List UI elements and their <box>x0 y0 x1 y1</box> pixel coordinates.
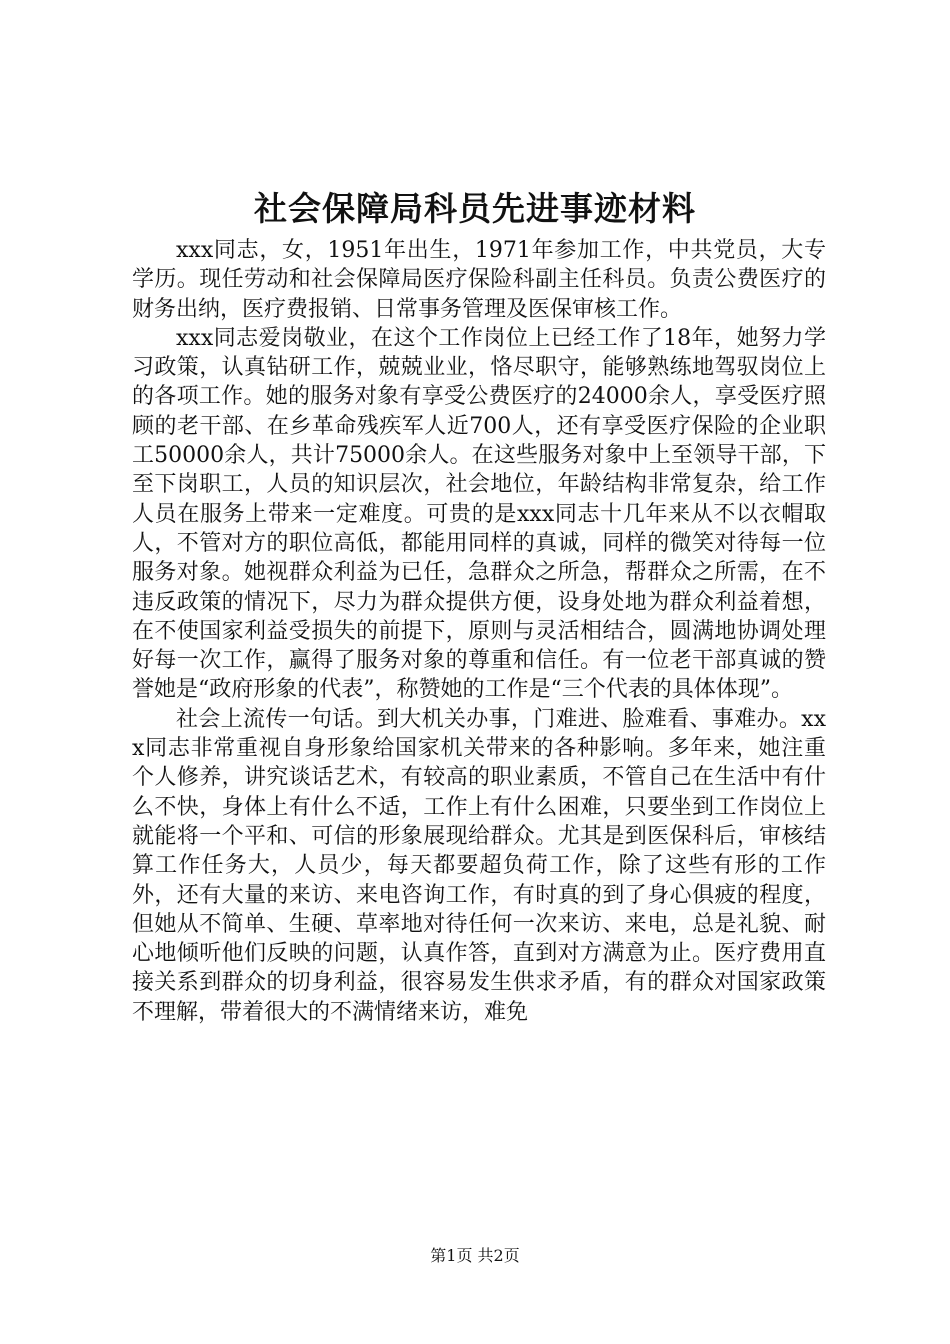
paragraph-1: xxx同志，女，1951年出生，1971年参加工作，中共党员，大专学历。现任劳动和社会保障局医疗保险科副主任科员。负责公费医疗的财务出纳，医疗费报销、日常事务管理及医保审核工作。 <box>132 238 826 322</box>
paragraph-2: xxx同志爱岗敬业，在这个工作岗位上已经工作了18年，她努力学习政策，认真钻研工作，兢兢业业，恪尽职守，能够熟练地驾驭岗位上的各项工作。她的服务对象有享受公费医疗的24000余人，享受医疗照顾的老干部、在乡革命残疾军人近700人，还有享受医疗保险的企业职工50000余人，共计75000余人。在这些服务对象中上至领导干部，下至下岗职工，人员的知识层次，社会地位，年龄结构非常复杂，给工作人员在服务上带来一定难度。可贵的是xxx同志十几年来从不以衣帽取人，不管对方的职位高低，都能用同样的真诚，同样的微笑对待每一位服务对象。她视群众利益为已任，急群众之所急，帮群众之所需，在不违反政策的情况下，尽力为群众提供方便，设身处地为群众利益着想，在不使国家利益受损失的前提下，原则与灵活相结合，圆满地协调处理好每一次工作，赢得了服务对象的尊重和信任。有一位老干部真诚的赞誉她是“政府形象的代表”，称赞她的工作是“三个代表的具体体现”。 <box>132 325 826 703</box>
document-title: 社会保障局科员先进事迹材料 <box>254 189 696 228</box>
paragraph-3: 社会上流传一句话。到大机关办事，门难进、脸难看、事难办。xxx同志非常重视自身形象给国家机关带来的各种影响。多年来，她注重个人修养，讲究谈话艺术，有较高的职业素质，不管自己在生活中有什么不快，身体上有什么不适，工作上有什么困难，只要坐到工作岗位上就能将一个平和、可信的形象展现给群众。尤其是到医保科后，审核结算工作任务大，人员少，每天都要超负荷工作，除了这些有形的工作外，还有大量的来访、来电咨询工作，有时真的到了身心俱疲的程度，但她从不简单、生硬、草率地对待任何一次来访、来电，总是礼貌、耐心地倾听他们反映的问题，认真作答，直到对方满意为止。医疗费用直接关系到群众的切身利益，很容易发生供求矛盾，有的群众对国家政策不理解，带着很大的不满情绪来访，难免 <box>132 706 826 1025</box>
page-number-footer: 第1页 共2页 <box>430 1246 520 1265</box>
document-body <box>132 236 826 1027</box>
